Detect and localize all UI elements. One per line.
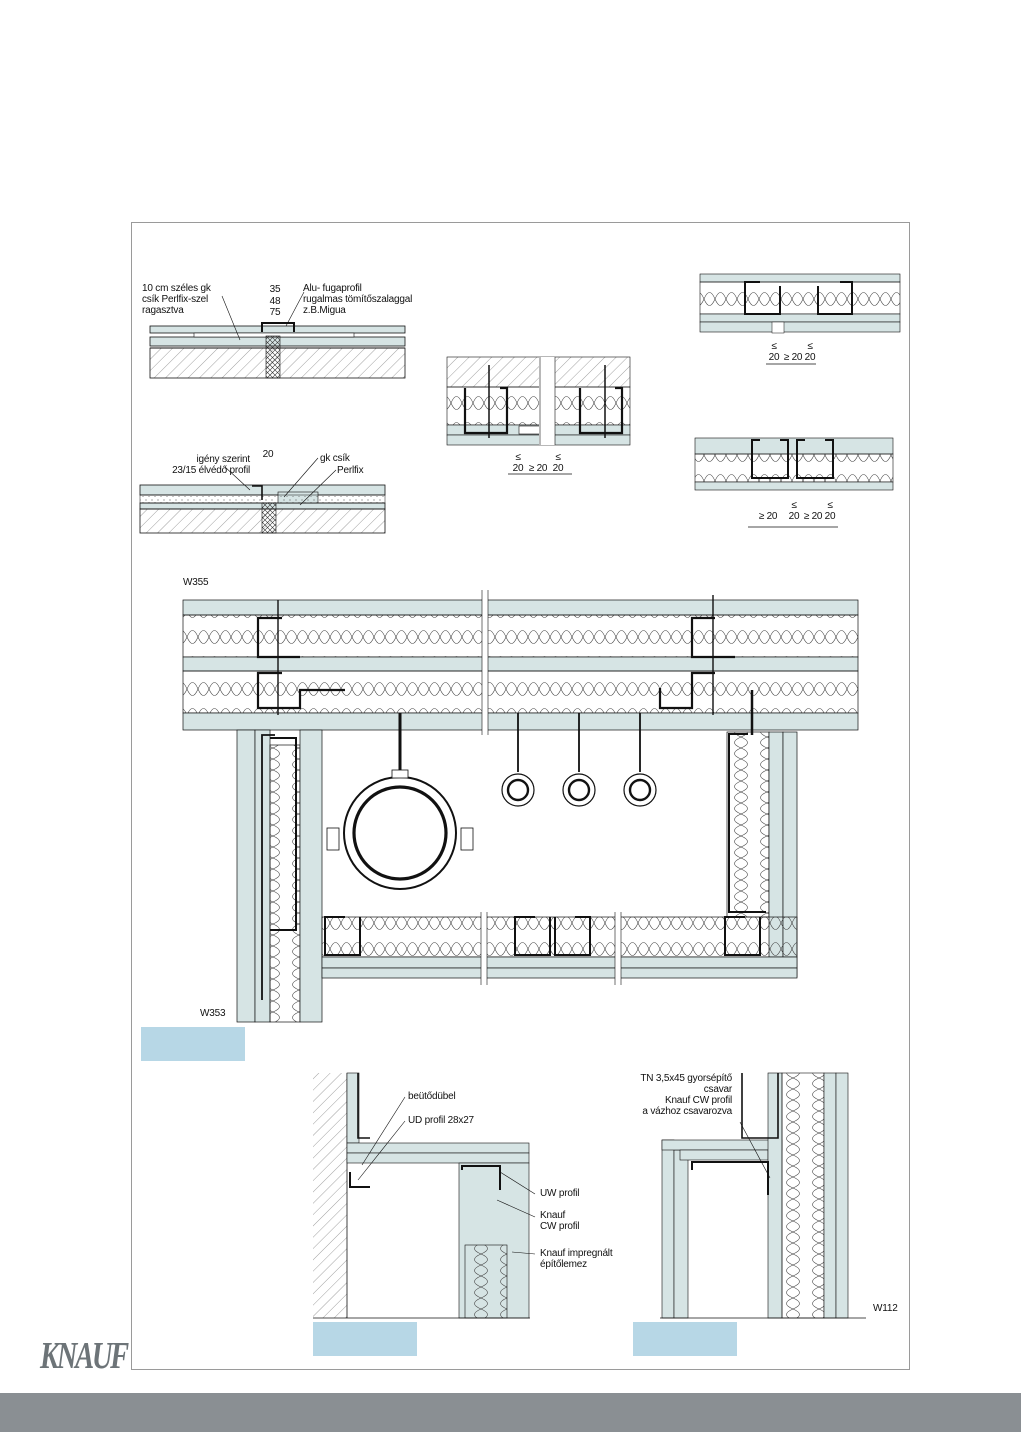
dim-rb-4: ≤ 20 [824, 500, 836, 522]
dim-75: 75 [269, 307, 281, 318]
label-gk-strip: 10 cm széles gk csík Perlfix-szel ragasztva [142, 283, 211, 316]
dim-35: 35 [269, 284, 281, 295]
dim-center-2: ≥ 20 [528, 463, 548, 474]
dim-rt-1: ≤ 20 [768, 341, 780, 363]
label-perlfix: Perlfix [337, 465, 364, 476]
knauf-logo: KNAUF [40, 1335, 127, 1377]
label-alu-profile: Alu- fugaprofil rugalmas tömítőszalaggal z.B.Migua [303, 283, 413, 316]
dim-48: 48 [269, 296, 281, 307]
detail-right-top [700, 274, 900, 364]
label-w353: W353 [200, 1008, 226, 1019]
label-edge-profile: igény szerint 23/15 élvédő profil [172, 454, 250, 476]
detail-center [447, 357, 630, 474]
dim-rb-3: ≥ 20 [803, 511, 823, 522]
main-section [183, 590, 858, 1022]
dim-rb-2: ≤ 20 [788, 500, 800, 522]
caption-box-2 [313, 1322, 417, 1356]
label-impregnalt: Knauf impregnált építőlemez [540, 1248, 613, 1270]
caption-box-3 [633, 1322, 737, 1356]
dim-center-3: ≤ 20 [552, 452, 564, 474]
dim-rt-2: ≥ 20 [783, 352, 803, 363]
dim-20: 20 [262, 449, 274, 460]
caption-box-1 [141, 1027, 245, 1061]
detail-bottom-left [313, 1073, 530, 1318]
detail-joint-top [150, 323, 405, 378]
label-w355: W355 [183, 577, 209, 588]
dim-rt-3: ≤ 20 [804, 341, 816, 363]
label-ud-profil: UD profil 28x27 [408, 1115, 474, 1126]
footer-bar [0, 1393, 1021, 1432]
label-w112: W112 [873, 1303, 898, 1314]
label-uw-profil: UW profil [540, 1188, 580, 1199]
label-cw-profil: Knauf CW profil [540, 1210, 580, 1232]
dim-rb-1: ≥ 20 [758, 511, 778, 522]
dim-center-1: ≤ 20 [512, 452, 524, 474]
detail-joint-bottom [140, 485, 385, 533]
label-gk-csik: gk csík [320, 453, 350, 464]
label-tn-screw: TN 3,5x45 gyorsépítő csavar Knauf CW profil a vázhoz csavarozva [640, 1073, 732, 1117]
label-dubel: beütődübel [408, 1091, 456, 1102]
